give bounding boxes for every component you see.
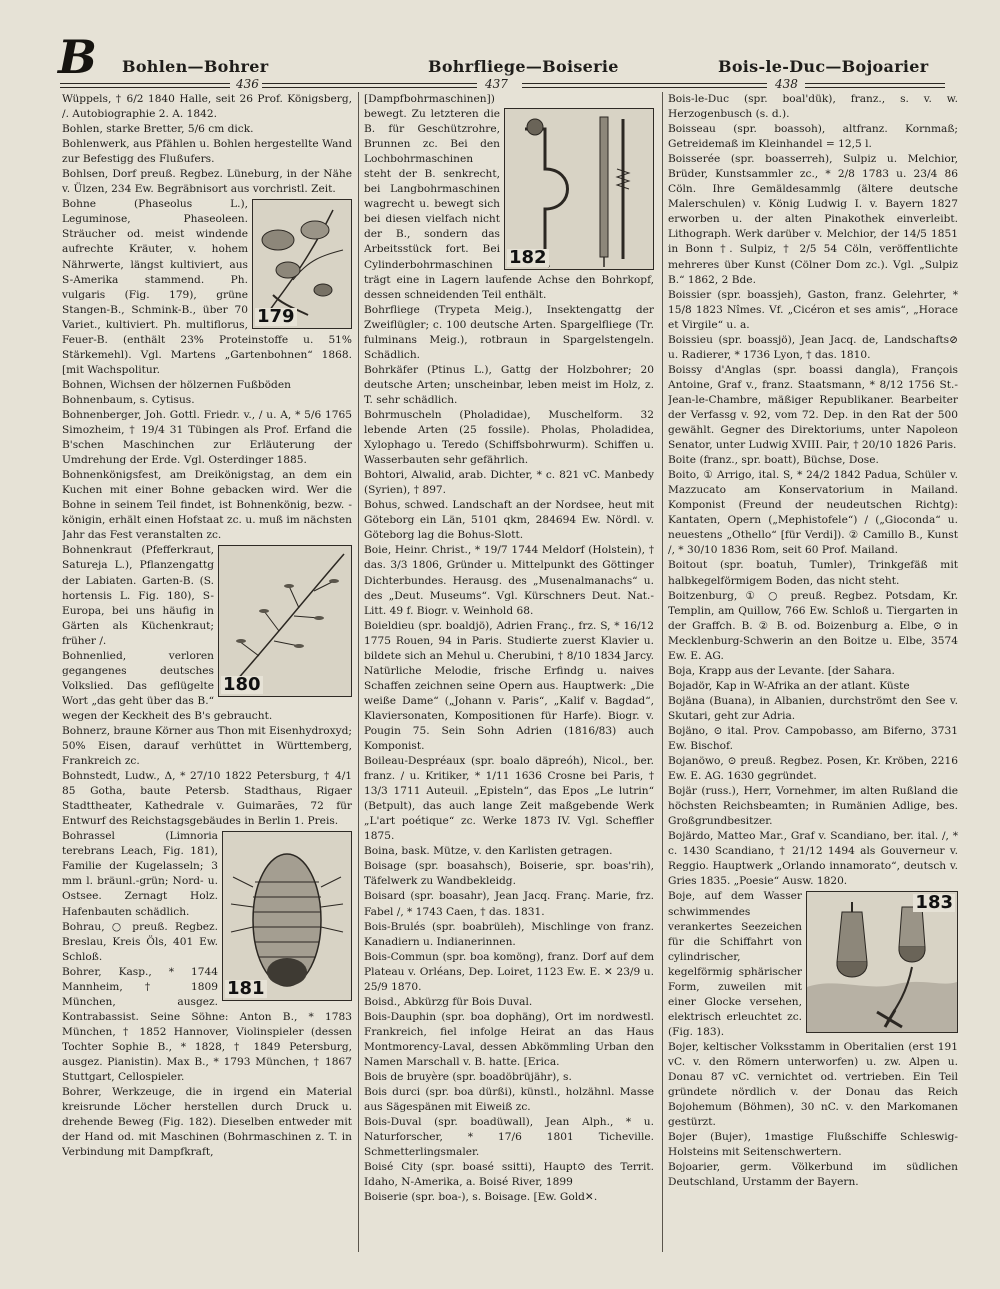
entry: Bojer, keltischer Volksstamm in Oberitalien (erst 191 vC. v. den Römern unterworfen) u. zw. Alpen u. Donau 87 vC. vernichtet od. vertrieben. Ein Teil gründete nördlich v. der Donau das Reich Bojohemum (Böhmen), 30 nC. v. den Markomanen gestürzt. — [668, 1040, 958, 1129]
column-1-header: Bohlen—Bohrer — [122, 57, 269, 76]
page-number-436: 436 — [236, 77, 259, 91]
entry: Bohtori, Alwalid, arab. Dichter, * c. 821 vC. Manbedy (Syrien), † 897. — [364, 469, 654, 497]
entry: Boisage (spr. boasahsch), Boiserie, spr. boas'rih), Täfelwerk zu Wandbekleidg. — [364, 860, 654, 888]
figure-number: 182 — [509, 247, 547, 268]
figure-number: 180 — [223, 674, 261, 696]
entry: Bois-Commun (spr. boa komöng), franz. Dorf auf dem Plateau v. Orléans, Dep. Loiret, 1123 Ew. E. ✕ 23/9 u. 25/9 1870. — [364, 950, 654, 993]
entry: Bois-le-Duc (spr. boal'dük), franz., s. v. w. Herzogenbusch (s. d.). — [668, 93, 958, 121]
entry: Bojadör, Kap in W-Afrika an der atlant. Küste — [668, 679, 910, 692]
entry: Boissieu (spr. boassjö), Jean Jacq. de, Landschafts⊘ u. Radierer, * 1736 Lyon, † das. 1810. — [668, 333, 958, 361]
entry: Wüppels, † 6/2 1840 Halle, seit 26 Prof. Königsberg, /. Autobiographie 2. A. 1842. — [62, 93, 352, 121]
entry: Boisseau (spr. boassoh), altfranz. Kornmaß; Getreidemaß im Kleinhandel = 12,5 l. — [668, 123, 958, 151]
entry: Boileau-Despréaux (spr. boalo däpreóh), Nicol., ber. franz. / u. Kritiker, * 1/11 1636 Crosne bei Paris, † 13/3 1711 Auteuil. „Episteln“, das Epos „Le lutrin“ (Betpult), das auch lange Zeit maßgebende Werk „L'art poétique“ zc. Werke 1873 IV. Vgl. Scheffler 1875. — [364, 755, 654, 843]
entry: Boito, ① Arrigo, ital. S, * 24/2 1842 Padua, Schüler v. Mazzucato am Konservatorium in Mailand. Komponist (Freund der neudeutschen Richtg): Kantaten, Opern („Mephistofele“) / („Gioconda“ u. neuestens „Othello“ [für Verdi]). ② Camillo B., Kunst /, * 30/10 1836 Rom, seit 60 Prof. Mailand. — [668, 469, 958, 557]
page-number-437: 437 — [485, 77, 508, 91]
entry: Bohrau, ○ preuß. Regbez. Breslau, Kreis Öls, 401 Ew. Schloß. — [62, 920, 218, 963]
entry: Boie, Heinr. Christ., * 19/7 1744 Meldorf (Holstein), † das. 3/3 1806, Gründer u. Mittelpunkt des Göttinger Dichterbundes. Herausg. des „Musenalmanachs“ u. des „Deut. Museums“. Vgl. Kürschners Deut. Nat.-Litt. 49 f. Biogr. v. Weinhold 68. — [364, 544, 654, 617]
header-rule — [805, 83, 945, 88]
entry: Bojer (Bujer), 1mastige Flußschiffe Schleswig-Holsteins mit Seitenschwertern. — [668, 1131, 958, 1159]
entry: Boisserée (spr. boasserreh), Sulpiz u. Melchior, Brüder, Kunstsammler zc., * 2/8 1783 u. 23/4 86 Cöln. Ihre Gemäldesammlg (ältere deutsche Malerschulen) v. König Ludwig I. v. Bayern 1827 erworben u. der alten Pinakothek einverleibt. Lithograph. Werk darüber v. Melchior, der 14/5 1851 in Bonn †. Sulpiz, † 2/5 54 Cöln, veröffentlichte mehreres über Kunst (Cölner Dom zc.). Vgl. „Sulpiz B.“ 1862, 2 Bde. — [668, 153, 958, 286]
header-rule — [60, 83, 230, 88]
figure-181-wood-louse — [222, 831, 352, 1001]
entry: Bois durci (spr. boa dürßi), künstl., holzähnl. Masse aus Sägespänen mit Eiweiß zc. — [364, 1086, 654, 1114]
entry: Bohrmuscheln (Pholadidae), Muschelform. 32 lebende Arten (25 fossile). Pholas, Pholadidea, Xylophago u. Teredo (Schiffsbohrwurm). Schiffen u. Wasserbauten sehr gefährlich. — [364, 408, 654, 467]
entry: Boissy d'Anglas (spr. boassi dangla), François Antoine, Graf v., franz. Staatsmann, * 8/12 1756 St.-Jean-le-Chambre, mäßiger Republikaner. Bearbeiter der Verfassg v. 92, vom 72. Dep. in den Rat der 500 gewählt. Gegner des Direktoriums, unter Napoleon Senator, unter Ludwig XVIII. Pair, † 20/10 1826 Paris. — [668, 363, 958, 452]
figure-number: 179 — [257, 306, 295, 328]
section-letter: B — [58, 30, 97, 84]
entry: Bois-Duval (spr. boadüwall), Jean Alph., * u. Naturforscher, * 17/6 1801 Ticheville. Schmetterlingsmaler. — [364, 1116, 654, 1159]
column-divider — [662, 92, 663, 1252]
entry: Bohnstedt, Ludw., Δ, * 27/10 1822 Petersburg, † 4/1 85 Gotha, baute Petersb. Stadthaus, Rigaer Stadttheater, Kathedrale v. Guimarães, 72 für Entwurf des Reichstagsgebäudes in Berlin 1. Preis. — [62, 770, 352, 828]
entry: Boisd., Abkürzg für Bois Duval. — [364, 995, 533, 1008]
entry: Boitzenburg, ① ○ preuß. Regbez. Potsdam, Kr. Templin, am Quillow, 766 Ew. Schloß u. Tiergarten in der Graffch. B. ② B. od. Boizenburg a. Elbe, ⊙ in Mecklenburg-Schwerin an den Boitze u. Elbe, 3574 Ew. E. AG. — [668, 589, 958, 662]
entry: Bohne (Phaseolus L.), Leguminose, Phaseoleen. Sträucher od. meist windende aufrechte Kräuter, v. hohem Nährwerte, längst kultiviert, aus S-Amerika stammend. Ph. vulgaris (Fig. 179), grüne Stangen-B., Schmink-B., über 70 Variet., kultiviert. Ph. multiflorus, Feuer-B. (enthält 23% Proteinstoffe u. 51% Stärkemehl). Vgl. Martens „Gartenbohnen“ 1868. [mit Wachspolitur. — [62, 198, 352, 376]
entry: Bojäna (Buana), in Albanien, durchströmt den See v. Skutari, geht zur Adria. — [668, 694, 958, 722]
column-3 — [668, 92, 958, 1282]
entry: Bojärdo, Matteo Mar., Graf v. Scandiano, ber. ital. /, * c. 1430 Scandiano, † 21/12 1494 als Gouverneur v. Reggio. Hauptwerk „Orlando innamorato“, deutsch v. Gries 1835. „Poesie“ Ausw. 1820. — [668, 830, 958, 888]
entry: Bohrer, Kasp., * 1744 Mannheim, † 1809 München, ausgez. Kontrabassist. Seine Söhne: Anton B., * 1783 München, † 1852 Hannover, Violinspieler (dessen Tochter Sophie B., * 1828, † 1849 Petersburg, ausgez. Pianistin). Max B., * 1793 München, † 1867 Stuttgart, Cellospieler. — [62, 965, 352, 1084]
entry: Boieldieu (spr. boaldjö), Adrien Franç., frz. S, * 16/12 1775 Rouen, 94 in Paris. Studierte zuerst Klavier u. bildete sich an Mehul u. Cherubini, † 8/10 1834 Jarcy. Natürliche Melodie, frische Erfindg u. naives Schaffen zeichnen seine Opern aus. Hauptwerk: „Die weiße Dame“ („Johann v. Paris“, „Kalif v. Bagdad“, Klaviersonaten, Kompositionen für Harfe). Biogr. v. Pougin 75. Sein Sohn Adrien (1816/83) auch Komponist. — [364, 619, 654, 753]
figure-183-buoy — [806, 891, 958, 1033]
figure-179-bean-plant — [252, 199, 352, 329]
entry: Bojär (russ.), Herr, Vornehmer, im alten Rußland die höchsten Reichsbeamten; in Rumänien Adlige, bes. Großgrundbesitzer. — [668, 785, 958, 828]
entry: Bohrassel (Limnoria terebrans Leach, Fig. 181), Familie der Kugelasseln; 3 mm l. bräunl.-grün; Nord- u. Ostsee. Zernagt Holz. Hafenbauten schädlich. — [62, 830, 218, 918]
page-number-438: 438 — [775, 77, 798, 91]
figure-182-drills — [504, 108, 654, 270]
entry: Boiserie (spr. boa-), s. Boisage. [Ew. Gold✕. — [364, 1191, 598, 1204]
wood-louse-illustration — [223, 832, 351, 1000]
entry: Bohnen, Wichsen der hölzernen Fußböden — [62, 378, 291, 391]
entry: Bohrkäfer (Ptinus L.), Gattg der Holzbohrer; 20 deutsche Arten; unscheinbar, leben meist im Holz, z. T. sehr schädlich. — [364, 363, 654, 406]
entry: Boja, Krapp aus der Levante. [der Sahara. — [668, 664, 895, 677]
entry: Bohrer, Werkzeuge, die in irgend ein Material kreisrunde Löcher herstellen durch Druck u. drehende Beweg (Fig. 182). Dieselben entweder mit der Hand od. mit Maschinen (Bohrmaschinen z. T. in Verbindung mit Dampfkraft, — [62, 1086, 352, 1159]
entry: Bojäno, ⊙ ital. Prov. Campobasso, am Biferno, 3731 Ew. Bischof. — [668, 724, 958, 753]
column-2-header: Bohrfliege—Boiserie — [428, 57, 619, 76]
entry: Bojanöwo, ⊙ preuß. Regbez. Posen, Kr. Kröben, 2216 Ew. E. AG. 1630 gegründet. — [668, 755, 958, 783]
entry: Bohrfliege (Trypeta Meig.), Insektengattg der Zweiflügler; c. 100 deutsche Arten. Spargelfliege (Tr. fulminans Meig.), rotbraun in Spargelstengeln. Schädlich. — [364, 303, 654, 361]
entry: Bohnerz, braune Körner aus Thon mit Eisenhydroxyd; 50% Eisen, darauf verhüttet in Württemberg, Frankreich zc. — [62, 724, 352, 768]
column-1 — [62, 92, 352, 1282]
entry: Boina, bask. Mütze, v. den Karlisten getragen. — [364, 845, 613, 858]
entry: Boitout (spr. boatuh, Tumler), Trinkgefäß mit halbkegelförmigem Boden, das nicht steht. — [668, 559, 958, 587]
entry: Boisard (spr. boasahr), Jean Jacq. Franç. Marie, frz. Fabel /, * 1743 Caen, † das. 1831. — [364, 890, 654, 918]
figure-180-savory-plant — [218, 545, 352, 697]
column-2 — [364, 92, 654, 1282]
column-3-header: Bois-le-Duc—Bojoarier — [718, 57, 929, 76]
entry: Bohlsen, Dorf preuß. Regbez. Lüneburg, in der Nähe v. Ülzen, 234 Ew. Begräbnisort aus vorchristl. Zeit. — [62, 168, 352, 196]
entry: Boje, auf dem Wasser schwimmendes verankertes Seezeichen für die Schiffahrt von cylindrischer, kegelförmig sphärischer Form, zuweilen mit einer Glocke versehen, elektrisch erleuchtet zc. (Fig. 183). — [668, 890, 802, 1038]
entry: Bohnenberger, Joh. Gottl. Friedr. v., / u. A, * 5/6 1765 Simozheim, † 19/4 31 Tübingen als Prof. Erfand die B'schen Maschinchen zur Erläuterung der Umdrehung der Erde. Vgl. Osterdinger 1885. — [62, 408, 352, 467]
entry: Boissier (spr. boassjeh), Gaston, franz. Gelehrter, * 15/8 1823 Nîmes. Vf. „Cicéron et ses amis“, „Horace et Virgile“ u. a. — [668, 288, 958, 331]
header-rule — [262, 83, 477, 88]
entry: Bohlenwerk, aus Pfählen u. Bohlen hergestellte Wand zur Befestigg des Flußufers. — [62, 138, 352, 166]
entry: Bohnenbaum, s. Cytisus. — [62, 393, 195, 406]
buoy-illustration — [807, 892, 957, 1032]
figure-number: 183 — [915, 892, 953, 914]
entry: Boisé City (spr. boasé ssitti), Haupt⊙ des Territ. Idaho, N-Amerika, a. Boisé River, 1899 — [364, 1161, 654, 1189]
column-divider — [358, 92, 359, 1252]
hand-drill-illustration — [505, 109, 653, 269]
entry: Bohus, schwed. Landschaft an der Nordsee, heut mit Göteborg ein Län, 5101 qkm, 284694 Ew. Nördl. v. Göteborg lag die Bohus-Slott. — [364, 499, 654, 542]
entry: Bohnenkönigsfest, am Dreikönigstag, an dem ein Kuchen mit einer Bohne gebacken wird. Wer die Bohne in seinem Teil findet, ist Bohnenkönig, bezw. -königin, erhält einen Hofstaat zc. u. muß im nächsten Jahr das Fest veranstalten zc. — [62, 469, 352, 542]
entry: Bois de bruyère (spr. boadöbrüjähr), s. — [364, 1071, 572, 1084]
entry: Boite (franz., spr. boatt), Büchse, Dose. — [668, 454, 879, 467]
entry: Bohlen, starke Bretter, 5/6 cm dick. — [62, 123, 254, 136]
entry: Bois-Dauphin (spr. boa dophäng), Ort im nordwestl. Frankreich, fiel infolge Heirat an das Haus Montmorency-Laval, dessen Abkömmling Urban den Namen Marschall v. B. hatte. [Erica. — [364, 1010, 654, 1068]
header-rule — [522, 83, 767, 88]
entry: Bojoarier, germ. Völkerbund im südlichen Deutschland, Urstamm der Bayern. — [668, 1161, 958, 1189]
entry: Bohnenkraut (Pfefferkraut, Satureja L.), Pflanzengattg der Labiaten. Garten-B. (S. hortensis L. Fig. 180), S-Europa, bei uns häufig in Gärten als Küchenkraut; früher /. — [62, 544, 214, 647]
entry: Bohnenlied, verloren gegangenes deutsches Volkslied. Das geflügelte Wort „das geht über das B.“ wegen der Keckheit des B's gebraucht. — [62, 649, 273, 722]
entry: [Dampfbohrmaschinen]) bewegt. Zu letzteren die B. für Geschützrohre, Brunnen zc. Bei den Lochbohrmaschinen steht der B. senkrecht, bei Langbohrmaschinen wagrecht u. bewegt sich bei diesen vielfach nicht der B., sondern das Arbeitsstück fort. Bei Cylinderbohrmaschinen trägt eine in Lagern laufende Achse den Bohrkopf, dessen schneidenden Teil enthält. — [364, 93, 654, 301]
figure-number: 181 — [227, 978, 265, 1000]
entry: Bois-Brulés (spr. boabrüleh), Mischlinge von franz. Kanadiern u. Indianerinnen. — [364, 920, 654, 948]
